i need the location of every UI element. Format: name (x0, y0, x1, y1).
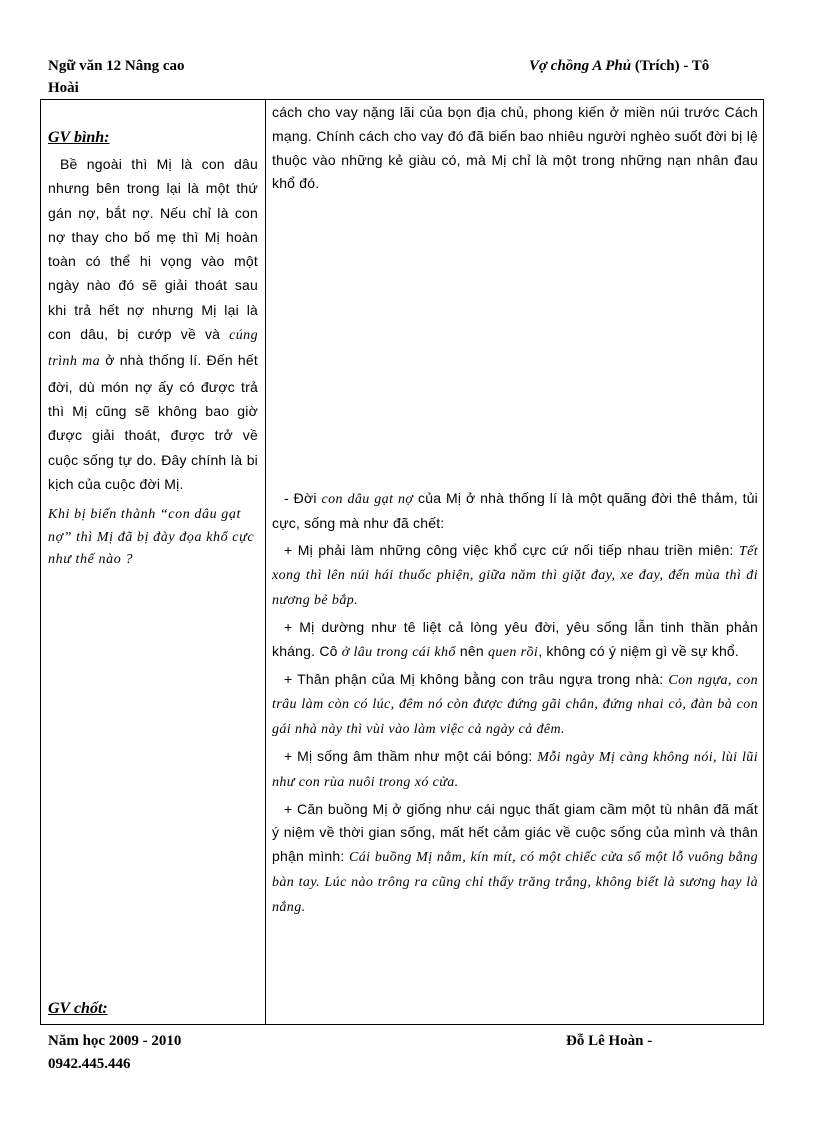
header-title (529, 56, 709, 76)
lesson-table (40, 99, 764, 1025)
header-work-author: (Trích) - Tô (631, 58, 710, 74)
paragraph-than-phan (272, 668, 758, 742)
p1-italic: con dâu gạt nợ (321, 492, 414, 507)
p3-italic-2: quen rồi (487, 644, 539, 660)
binh-text-2: ở nhà thống lí. Đến hết đời, dù món nợ ấy có được trả thì Mị cũng sẽ không bao giờ được giải thoát, được trở về cuộc sống tự do. Đây chính là bi kịch của cuộc đời Mị. (48, 352, 258, 492)
p4-a: + Thân phận của Mị không bằng con trâu ngựa trong nhà: (284, 670, 669, 687)
content-top (272, 101, 758, 196)
p3-a: + Mị dường như tê liệt cả lòng yêu đời, yêu sống lẫn tinh thần phản kháng. Cô (272, 618, 758, 659)
footer-author: Đỗ Lê Hoàn - (566, 1033, 653, 1049)
binh-text-1: Bề ngoài thì Mị là con dâu nhưng bên trong lại là một thứ gán nợ, bắt nợ. Nếu chỉ là con nợ thay cho bố mẹ thì Mị hoàn toàn có thể hi vọng vào một ngày nào đó sẽ giải thoát sau khi trả hết nợ nhưng Mị lại là con dâu, bị cướp về và (48, 156, 258, 343)
gv-chot-label: GV chốt: (48, 1000, 108, 1017)
binh-text-italic: cúng trình ma (48, 328, 258, 370)
gv-binh-text (48, 152, 258, 496)
paragraph-top: cách cho vay nặng lãi của bọn địa chủ, phong kiến ở miền núi trước Cách mạng. Chính cách cho vay đó đã biến bao nhiêu người nghèo suốt đời bị lệ thuộc vào những kẻ giàu có, mà Mị chỉ là một trong những nạn nhân đau khổ đó. (272, 104, 758, 192)
p2-a: + Mị phải làm những công việc khổ cực cứ nối tiếp nhau triền miên: (284, 541, 739, 558)
footer-phone: 0942.445.446 (48, 1056, 131, 1072)
paragraph-con-dau (272, 487, 758, 536)
teacher-question: Khi bị biến thành “con dâu gạt nợ” thì Mị đã bị đày đọa khổ cực như thế nào ? (48, 507, 255, 568)
gv-binh-label: GV bình: (48, 129, 110, 146)
paragraph-cong-viec (272, 539, 758, 613)
paragraph-cai-bong (272, 745, 758, 795)
footer-school-year: Năm học 2009 - 2010 (48, 1033, 182, 1049)
content-main (272, 487, 758, 920)
header-subject: Ngữ văn 12 Nâng cao (48, 58, 185, 74)
p3-b: nên (455, 642, 488, 659)
paragraph-te-liet (272, 616, 758, 665)
p1-b: của Mị ở nhà thống lí là một quãng đời thê thảm, tủi cực, sống mà như đã chết: (272, 490, 758, 531)
header-work-title: Vợ chồng A Phủ (529, 58, 632, 74)
paragraph-can-buong (272, 798, 758, 920)
header-subject-cont: Hoài (48, 80, 79, 96)
p6-a: + Căn buồng Mị ở giống như cái ngục thất giam cầm một tù nhân đã mất ý niệm về thời gian sống, mất hết cảm giác về cuộc sống của mình và thân phận mình: (272, 800, 758, 865)
p6-italic: Cái buồng Mị nằm, kín mít, có một chiếc cửa sổ một lỗ vuông bằng bàn tay. Lúc nào trông ra cũng chỉ thấy trăng trắng, không biết là sương hay là nắng. (272, 850, 758, 915)
p4-italic: Con ngựa, con trâu làm còn có lúc, đêm nó còn được đứng gãi chân, đứng nhai cỏ, đàn bà con gái nhà này thì vùi vào làm việc cả ngày cả đêm. (272, 672, 758, 738)
p1-a: - Đời (284, 490, 322, 506)
p3-italic-1: ở lâu trong cái khổ (341, 644, 456, 660)
p5-a: + Mị sống âm thầm như một cái bóng: (284, 747, 538, 764)
column-divider (265, 100, 266, 1024)
p2-italic: Tết xong thì lên núi hái thuốc phiện, giữa năm thì giặt đay, xe đay, đến mùa thì đi nương bẻ bắp. (272, 543, 758, 609)
teacher-column (48, 126, 258, 572)
p5-italic: Mỗi ngày Mị càng không nói, lùi lũi như con rùa nuôi trong xó cửa. (272, 749, 758, 790)
p3-c: , không có ý niệm gì về sự khổ. (538, 642, 740, 659)
